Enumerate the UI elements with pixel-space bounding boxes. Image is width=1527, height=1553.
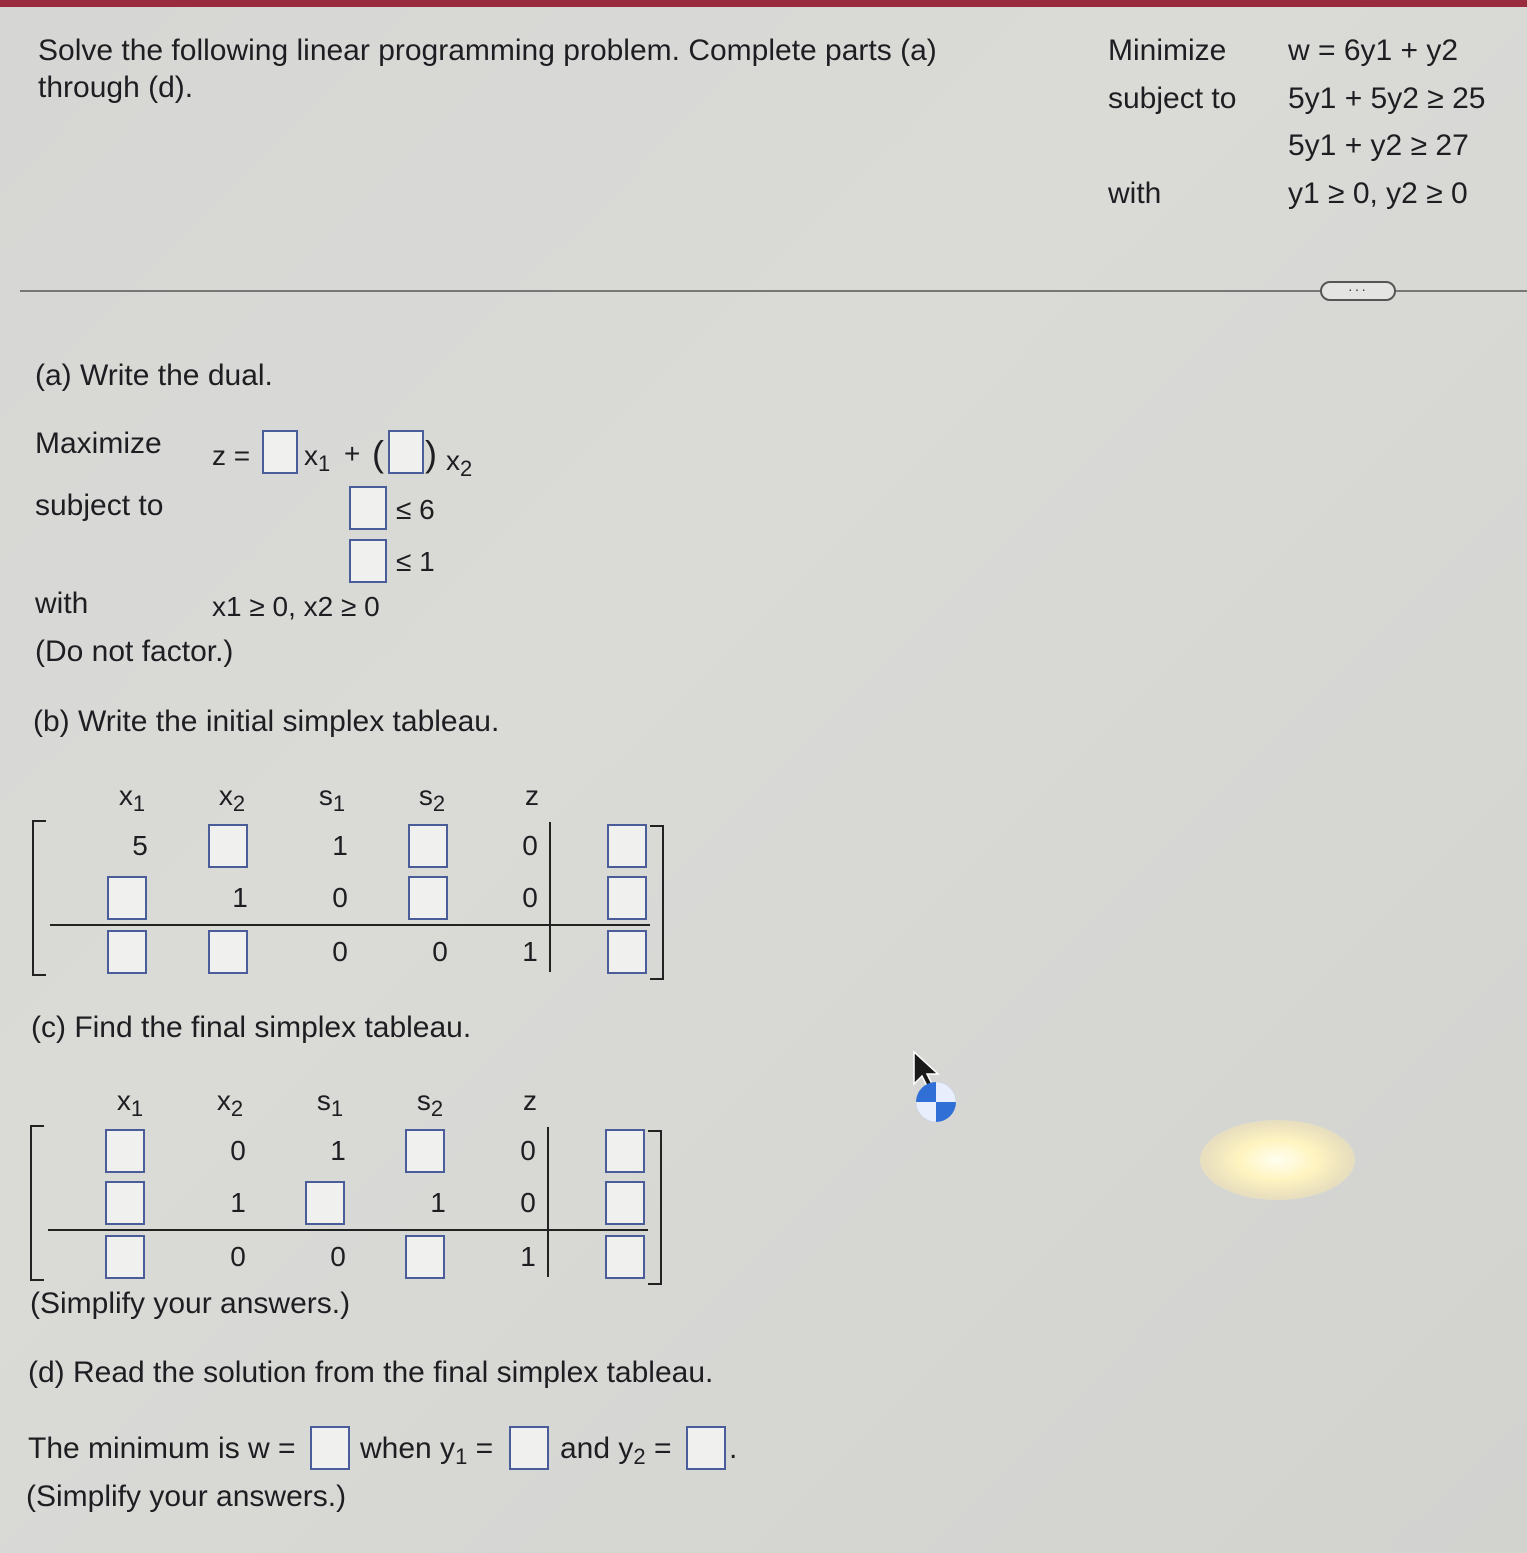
b-r1-x2-input[interactable] [208, 824, 248, 868]
header-x1: $x_1$ [118, 780, 146, 816]
c-r2-s1-input[interactable] [305, 1181, 345, 1225]
constraint-1: 5y1 + 5y2 ≥ 25 [1288, 82, 1486, 115]
b-r1-s2-input[interactable] [408, 824, 448, 868]
b-r3-s2: 0 [432, 936, 448, 967]
mouse-pointer-icon [908, 1046, 958, 1126]
c-r1-x1-input[interactable] [105, 1129, 145, 1173]
c-r1-s1: 1 [330, 1135, 346, 1166]
b-r3-z: 1 [522, 936, 538, 967]
c-header-s2: $s_2$ [416, 1085, 444, 1121]
c-r2-rhs-input[interactable] [605, 1181, 645, 1225]
more-options-button[interactable]: ··· [1320, 281, 1396, 301]
close-paren: ) [425, 433, 437, 474]
part-d-title: (d) Read the solution from the final simplex tableau. [28, 1356, 714, 1389]
subject-to-label-a: subject to [35, 489, 164, 522]
with-label-a: with [35, 587, 89, 620]
y2-value-input[interactable] [686, 1426, 726, 1470]
c-r2-x2: 1 [230, 1187, 246, 1218]
section-divider [20, 290, 1527, 292]
minimum-label: The minimum is w = [28, 1432, 296, 1465]
b-r1-z: 0 [522, 830, 538, 861]
b-r1-x1: 5 [132, 830, 148, 861]
simplify-note-c: (Simplify your answers.) [30, 1287, 351, 1320]
c-r3-s1: 0 [330, 1241, 346, 1272]
and-y2-label: and $y_2$ = [560, 1432, 672, 1469]
tableau-c-right-bracket [648, 1130, 662, 1285]
dual-constraint-2-input[interactable] [349, 539, 387, 583]
z-equals: z = [212, 440, 251, 471]
c-r3-rhs-input[interactable] [605, 1235, 645, 1279]
instructions-line2: through (d). [38, 71, 194, 104]
c-header-z: z [523, 1085, 537, 1116]
c-r3-x2: 0 [230, 1241, 246, 1272]
minimize-label: Minimize [1108, 34, 1227, 67]
constraint-2: 5y1 + y2 ≥ 27 [1288, 129, 1469, 162]
tableau-c-left-bracket [30, 1125, 44, 1281]
part-a-title: (a) Write the dual. [35, 359, 273, 392]
b-r2-s2-input[interactable] [408, 876, 448, 920]
header-s1: $s_1$ [318, 780, 346, 816]
c-header-x2: $x_2$ [216, 1085, 244, 1121]
c-r1-s2-input[interactable] [405, 1129, 445, 1173]
c-r1-x2: 0 [230, 1135, 246, 1166]
top-accent-bar [0, 0, 1527, 7]
header-x2: $x_2$ [218, 780, 246, 816]
period: . [729, 1432, 738, 1465]
objective-function: w = 6y1 + y2 [1288, 34, 1459, 67]
part-b-title: (b) Write the initial simplex tableau. [33, 705, 500, 738]
minimum-w-input[interactable] [310, 1426, 350, 1470]
c-r2-z: 0 [520, 1187, 536, 1218]
tableau-b-left-bracket [32, 820, 46, 976]
x2-var: $x_2$ [446, 445, 473, 481]
screen-glare [1200, 1120, 1355, 1200]
tableau-b-right-bracket [650, 825, 664, 980]
part-c-title: (c) Find the final simplex tableau. [31, 1011, 472, 1044]
le-1: ≤ 1 [396, 546, 435, 577]
c-header-s1: $s_1$ [316, 1085, 344, 1121]
with-label: with [1108, 177, 1162, 210]
dual-coef-x2-input[interactable] [388, 430, 424, 474]
c-r2-s2: 1 [430, 1187, 446, 1218]
b-r3-s1: 0 [332, 936, 348, 967]
instructions: Solve the following linear programming problem. Complete parts (a) [38, 34, 937, 67]
b-r2-x1-input[interactable] [107, 876, 147, 920]
le-6: ≤ 6 [396, 494, 435, 525]
tableau-b-objective-line [50, 924, 650, 926]
dual-coef-x1-input[interactable] [262, 430, 298, 474]
c-header-x1: $x_1$ [116, 1085, 144, 1121]
tableau-c-objective-line [48, 1229, 648, 1231]
b-r3-x2-input[interactable] [208, 930, 248, 974]
c-r3-z: 1 [520, 1241, 536, 1272]
plus-sign: + [344, 438, 361, 469]
y1-value-input[interactable] [509, 1426, 549, 1470]
b-r3-x1-input[interactable] [107, 930, 147, 974]
simplify-note-d: (Simplify your answers.) [26, 1480, 347, 1513]
open-paren: ( [372, 433, 384, 474]
do-not-factor-note: (Do not factor.) [35, 635, 234, 668]
b-r2-s1: 0 [332, 882, 348, 913]
b-r1-s1: 1 [332, 830, 348, 861]
b-r2-z: 0 [522, 882, 538, 913]
c-r3-s2-input[interactable] [405, 1235, 445, 1279]
b-r2-x2: 1 [232, 882, 248, 913]
b-r2-rhs-input[interactable] [607, 876, 647, 920]
c-r2-x1-input[interactable] [105, 1181, 145, 1225]
nonnegativity: y1 ≥ 0, y2 ≥ 0 [1288, 177, 1468, 210]
dual-nonnegativity: x1 ≥ 0, x2 ≥ 0 [212, 591, 380, 622]
when-y1-label: when $y_1$ = [360, 1432, 494, 1469]
dual-constraint-1-input[interactable] [349, 486, 387, 530]
b-r3-rhs-input[interactable] [607, 930, 647, 974]
maximize-label: Maximize [35, 427, 162, 460]
header-z: z [525, 780, 539, 811]
header-s2: $s_2$ [418, 780, 446, 816]
x1-var: $x_1$ [304, 440, 331, 476]
subject-to-label: subject to [1108, 82, 1237, 115]
b-r1-rhs-input[interactable] [607, 824, 647, 868]
c-r3-x1-input[interactable] [105, 1235, 145, 1279]
c-r1-rhs-input[interactable] [605, 1129, 645, 1173]
c-r1-z: 0 [520, 1135, 536, 1166]
